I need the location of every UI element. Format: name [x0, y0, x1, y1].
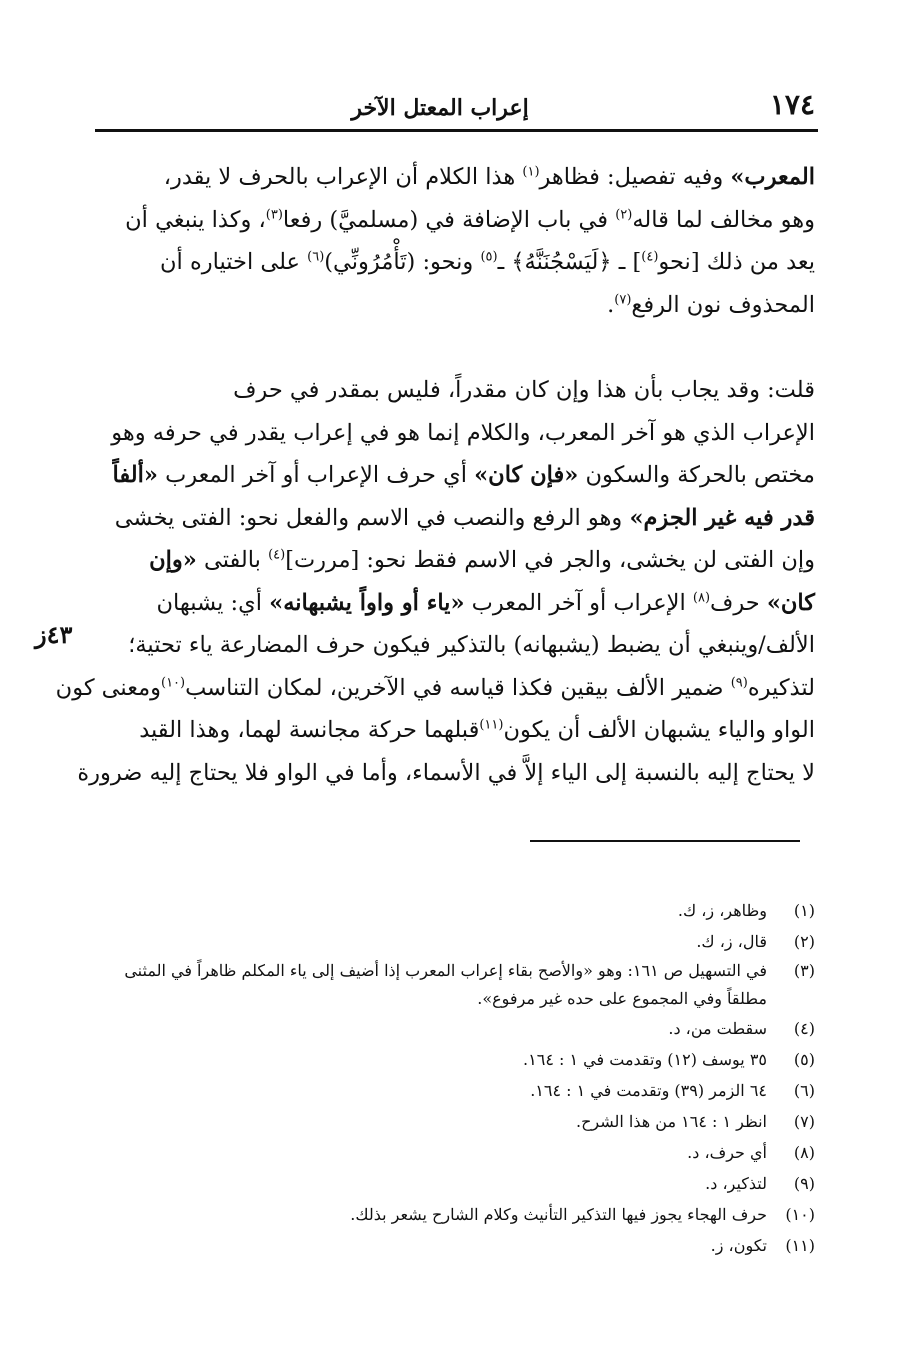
footnote-item	[95, 1106, 815, 1137]
bold-text: كان»	[766, 589, 815, 616]
footnote-text: لتذكير، د.	[705, 1174, 767, 1193]
footnote-number: (٧)	[793, 1112, 815, 1131]
bold-text: «ألفاً	[112, 462, 158, 488]
text-run: الواو والياء يشبهان الألف أن يكون	[503, 717, 815, 743]
text-run: ] ـ ﴿لَيَسْجُنَنَّهُ﴾ ـ	[497, 249, 642, 275]
text-run: وهو الرفع والنصب في الاسم والفعل نحو: الفتى يخشى	[114, 504, 630, 531]
text-run: يعد من ذلك [نحو	[658, 249, 815, 275]
text-line: الإعراب الذي هو آخر المعرب، والكلام إنما هو في إعراب يقدر في حرفه وهو	[111, 419, 815, 446]
footnote-number: (٤)	[793, 1019, 815, 1038]
footnote-ref: (١٠)	[161, 675, 186, 690]
text-line	[100, 497, 815, 540]
text-run: ، وكذا ينبغي أن	[125, 206, 266, 233]
footnote-ref: (١)	[522, 164, 540, 180]
bold-text: قدر فيه غير الجزم»	[629, 504, 815, 531]
footnote-text: أي حرف، د.	[687, 1143, 767, 1162]
text-run: أي: يشبهان	[156, 589, 270, 616]
text-line	[100, 582, 815, 625]
text-run: .	[607, 291, 615, 318]
footnote-item	[95, 1137, 815, 1168]
text-line: قلت: وقد يجاب بأن هذا وإن كان مقدراً، فليس بمقدر في حرف	[233, 377, 815, 403]
running-header-title: إعراب المعتل الآخر	[351, 95, 529, 121]
text-run: هذا الكلام أن الإعراب بالحرف لا يقدر،	[163, 164, 523, 190]
text-run: على اختياره أن	[160, 249, 308, 275]
footnote-text: قال، ز، ك.	[696, 932, 767, 951]
footnote-number: (١١)	[785, 1236, 815, 1255]
text-line: لا يحتاج إليه بالنسبة إلى الياء إلاَّ في الأسماء، وأما في الواو فلا يحتاج إليه ضرورة	[77, 759, 815, 786]
footnote-text: انظر ١ : ١٦٤ من هذا الشرح.	[576, 1112, 767, 1131]
text-run: لتذكيره	[747, 674, 815, 701]
footnote-divider	[530, 840, 800, 842]
footnotes	[95, 895, 815, 1261]
bold-text: «ياء أو واواً يشبهانه»	[269, 589, 465, 616]
text-run: في باب الإضافة في (مسلميَّ) رفعا	[282, 206, 616, 233]
footnote-ref: (٤)	[641, 249, 659, 265]
text-run: ضمير الألف بيقين فكذا قياسه في الآخرين، لمكان التناسب	[185, 674, 731, 701]
footnote-ref: (٣)	[265, 207, 283, 222]
footnote-item	[95, 1013, 815, 1044]
footnote-number: (٥)	[793, 1050, 815, 1069]
text-line	[100, 199, 815, 242]
header-divider	[95, 129, 818, 132]
footnote-text: في التسهيل ص ١٦١: وهو «والأصح بقاء إعراب المعرب إذا أضيف إلى ياء المكلم ظاهراً في المثنى مطلقاً وفي المجموع على حده غير مرفوع».	[124, 961, 767, 1008]
text-run: ونحو: (تَأْمُرُونِّي)	[324, 249, 481, 275]
footnote-number: (٦)	[793, 1081, 815, 1100]
text-line	[100, 539, 815, 582]
footnote-number: (٢)	[793, 932, 815, 951]
text-run: الإعراب أو آخر المعرب	[464, 589, 693, 616]
footnote-text: سقطت من، د.	[668, 1019, 767, 1038]
footnote-text: ٦٤ الزمر (٣٩) وتقدمت في ١ : ١٦٤.	[530, 1081, 767, 1100]
text-run: وهو مخالف لما قاله	[632, 206, 815, 233]
footnote-ref: (٤)	[268, 547, 286, 563]
text-run: ومعنى كون	[55, 674, 161, 701]
bold-text: المعرب»	[730, 164, 815, 190]
text-run: حرف	[710, 589, 767, 616]
text-line	[100, 284, 815, 327]
text-line: الألف/وينبغي أن يضبط (يشبهانه) بالتذكير فيكون حرف المضارعة ياء تحتية؛	[128, 632, 815, 658]
footnote-item	[95, 1230, 815, 1261]
text-run: قبلهما حركة مجانسة لهما، وهذا القيد	[139, 717, 480, 743]
text-run: أي حرف الإعراب أو آخر المعرب	[157, 462, 475, 488]
footnote-ref: (٧)	[614, 292, 632, 307]
text-run: بالفتى	[196, 547, 269, 573]
footnote-item	[95, 1044, 815, 1075]
bold-text: «وإن	[149, 547, 197, 573]
footnote-ref: (٨)	[692, 590, 711, 605]
footnote-item	[95, 957, 815, 1013]
paragraph-1	[100, 156, 815, 326]
footnote-number: (٣)	[793, 961, 815, 980]
text-line	[100, 709, 815, 752]
footnote-text: تكون، ز.	[710, 1236, 767, 1255]
footnote-text: حرف الهجاء يجوز فيها التذكير التأنيث وكلام الشارح يشعر بذلك.	[350, 1205, 767, 1224]
text-run: المحذوف نون الرفع	[631, 291, 815, 318]
text-line	[100, 454, 815, 497]
text-run: مختص بالحركة والسكون	[578, 462, 815, 488]
footnote-item	[95, 1168, 815, 1199]
footnote-item	[95, 895, 815, 926]
footnote-text: وظاهر، ز، ك.	[677, 901, 767, 920]
footnote-ref: (٢)	[615, 207, 633, 222]
paragraph-2	[55, 369, 815, 794]
footnote-ref: (١١)	[479, 717, 504, 733]
footnote-number: (١٠)	[785, 1205, 815, 1224]
footnote-ref: (٦)	[307, 249, 325, 265]
footnote-item	[95, 1199, 815, 1230]
text-run: وإن الفتى لن يخشى، والجر في الاسم فقط نحو: [مررت]	[285, 547, 815, 573]
footnote-item	[95, 1075, 815, 1106]
text-line	[55, 667, 815, 710]
bold-text: «فإن كان»	[474, 462, 579, 488]
text-run: وفيه تفصيل: فظاهر	[539, 164, 731, 190]
margin-manuscript-ref: ٤٣ز	[35, 620, 73, 649]
footnote-text: ٣٥ يوسف (١٢) وتقدمت في ١ : ١٦٤.	[523, 1050, 767, 1069]
text-line	[100, 156, 815, 199]
text-line	[100, 241, 815, 284]
footnote-number: (٩)	[793, 1174, 815, 1193]
page-number: ١٧٤	[769, 88, 815, 121]
footnote-ref: (٩)	[730, 675, 748, 690]
footnote-item	[95, 926, 815, 957]
footnote-number: (١)	[793, 901, 815, 920]
footnote-ref: (٥)	[480, 249, 498, 265]
footnote-number: (٨)	[793, 1143, 815, 1162]
